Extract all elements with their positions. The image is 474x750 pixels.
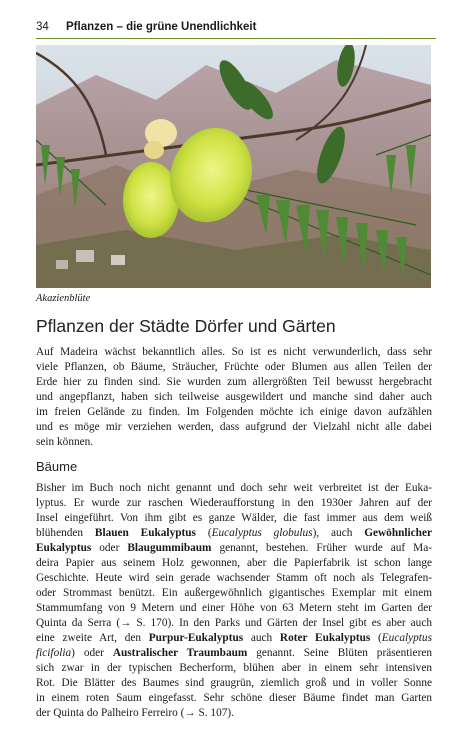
text-line: deira Papier aus seinem Holz gewonnen, aber die Papierfabrik ist schon lange	[36, 557, 432, 569]
term-roter-eukalyptus: Roter Eukalyptus	[279, 632, 371, 644]
text-line: Quinta da Serra (→ S. 170). In den Parks und Gärten der Insel gibt es aber auch	[36, 617, 432, 629]
latin-name: Eucalyptus	[381, 632, 432, 644]
text-line	[36, 541, 432, 556]
page-number: 34	[36, 21, 49, 33]
text-line: Geschichte. Heute wird sein gerade wachsender Stamm oft noch als Telegrafen-	[36, 572, 432, 584]
text-line: Rot. Die Blätter des Baumes sind graugrün, ziemlich groß und in voller Sonne	[36, 677, 432, 689]
text-line: sich zwar in der typischen Becherform, blühen aber in einem sehr intensiven	[36, 662, 432, 674]
text-run: ), auch	[312, 527, 365, 539]
text-line: und angepflanzt, haben sich teilweise ausgewildert und manche sind daher auch	[36, 391, 432, 403]
text-line: sein können.	[36, 436, 94, 448]
text-line: Insel eingeführt. Von ihm gibt es ganze Wälder, die fast immer aus dem weiß	[36, 512, 432, 524]
text-line: im freien Gelände zu finden. Im Folgenden möchte ich einige davon aufzählen	[36, 406, 432, 418]
chapter-title: Pflanzen – die grüne Unendlichkeit	[66, 21, 257, 33]
acacia-photo	[36, 45, 431, 288]
running-header	[36, 20, 436, 39]
photo-caption: Akazienblüte	[36, 293, 91, 304]
text-run: eine zweite Art, den	[36, 632, 149, 644]
term-gewoehnlicher: Gewöhnlicher	[364, 527, 432, 539]
text-line: der Quinta do Palheiro Ferreiro (→ S. 107).	[36, 707, 234, 719]
text-run: (	[370, 632, 382, 644]
text-line: Auf Madeira wächst bekanntlich alles. So ist es nicht verwunderlich, dass sehr	[36, 346, 432, 358]
term-blauer-eukalyptus: Blauen Eukalyptus	[94, 527, 196, 539]
acacia-illustration	[36, 45, 431, 288]
term-blaugummibaum: Blaugummibaum	[127, 542, 212, 554]
text-line: oder Strommast benützt. Ein außergewöhnlich gigantisches Exemplar mit einem	[36, 587, 432, 599]
text-line: in einem roten Saum eingefasst. Sehr schöne dieser Bäume findet man Garten	[36, 692, 432, 704]
trees-paragraph	[36, 481, 432, 721]
term-australischer-traumbaum: Australischer Traumbaum	[112, 647, 248, 659]
text-line: Stammumfang von 9 Metern und einer Höhe von 63 Metern steht im Garten der	[36, 602, 432, 614]
term-eukalyptus: Eukalyptus	[36, 542, 92, 554]
text-run: (	[195, 527, 212, 539]
latin-name: Eucalyptus globulus	[211, 527, 313, 539]
text-run: genannt. Seine Blüten präsentieren	[247, 647, 432, 659]
text-run: genannt, bestehen. Früher wurde auf Ma-	[211, 542, 432, 554]
intro-paragraph	[36, 345, 432, 450]
latin-name: ficifolia	[36, 647, 72, 659]
text-run: blühenden	[36, 527, 95, 539]
text-line: Erde hier zu finden sind. Sie wurden zum allergrößten Teil bewusst hergebracht	[36, 376, 432, 388]
term-purpur-eukalyptus: Purpur-Eukalyptus	[148, 632, 244, 644]
text-line	[36, 526, 432, 541]
text-line: Bisher im Buch noch nicht genannt und doch sehr weit verbreitet ist der Euka-	[36, 482, 432, 494]
text-run: ) oder	[71, 647, 113, 659]
subsection-heading: Bäume	[36, 459, 78, 474]
text-run: oder	[91, 542, 128, 554]
section-heading: Pflanzen der Städte Dörfer und Gärten	[36, 316, 336, 336]
text-run: auch	[243, 632, 280, 644]
text-line: viele Pflanzen, ob Bäume, Sträucher, Früchte oder Blumen aus allen Teilen der	[36, 361, 432, 373]
text-line	[36, 631, 432, 646]
text-line: und es möge mir verziehen werden, dass aufgrund der Vielzahl nicht alle dabei	[36, 421, 432, 433]
text-line: lyptus. Er wurde zur raschen Wiederaufforstung in den 1930er Jahren auf der	[36, 497, 432, 509]
text-line	[36, 646, 432, 661]
